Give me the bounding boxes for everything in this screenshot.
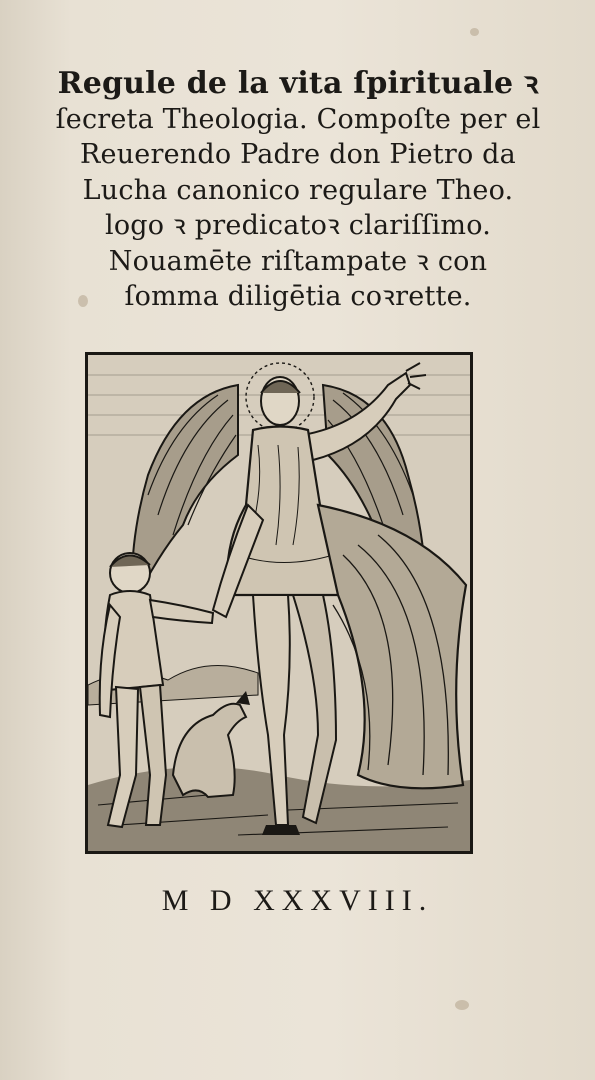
imprint-date: M D XXXVIII. — [161, 884, 434, 917]
woodcut-angel-guiding-child-icon — [88, 355, 470, 851]
title-line: Regule de la vita ſpirituale ꝛ — [57, 66, 539, 101]
title-line: logo ꝛ predicatoꝛ clariſſimo. — [105, 210, 491, 241]
woodcut-illustration — [85, 352, 473, 854]
title-line: Reuerendo Padre don Pietro da — [80, 139, 516, 170]
title-block — [18, 66, 578, 315]
paper-stain — [470, 28, 479, 36]
paper-stain — [455, 1000, 469, 1010]
title-line: ſecreta Theologia. Compoſte per el — [55, 103, 541, 135]
title-line: ſomma diligētia coꝛrette. — [124, 281, 472, 312]
title-line: Lucha canonico regulare Theo. — [82, 174, 514, 206]
title-line: Nouamēte riſtampate ꝛ con — [108, 245, 488, 277]
